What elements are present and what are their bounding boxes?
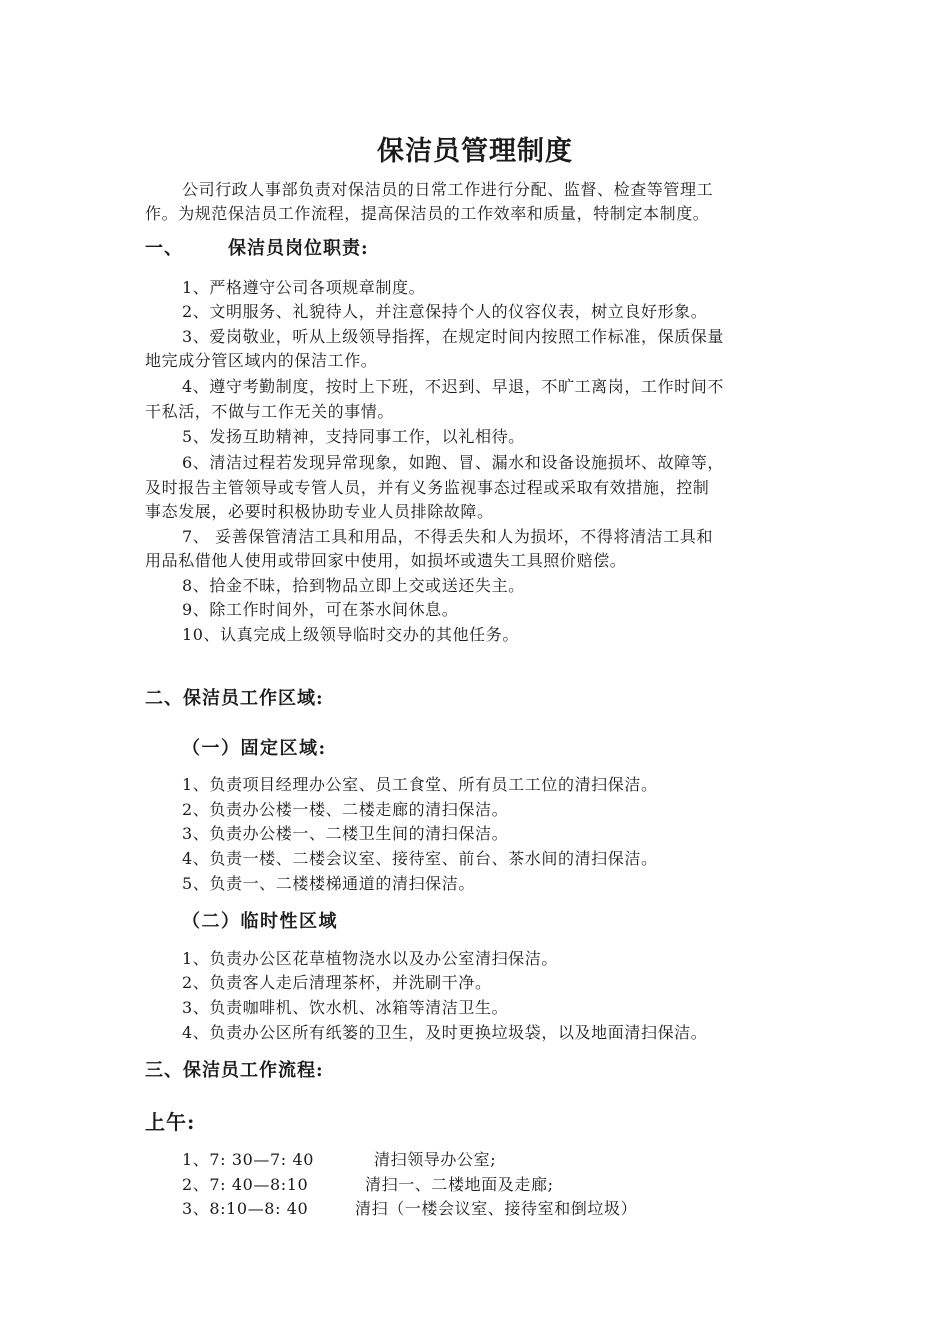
subsection-heading: （二）临时性区域	[182, 911, 338, 932]
list-item-continuation: 及时报告主管领导或专管人员，并有义务监视事态过程或采取有效措施，控制	[145, 478, 710, 497]
list-item: 2、负责办公楼一楼、二楼走廊的清扫保洁。	[182, 800, 509, 819]
section-number: 一、	[145, 238, 183, 259]
schedule-time: 2、7: 40—8:10	[182, 1175, 309, 1194]
document-title: 保洁员管理制度	[377, 136, 573, 167]
list-item: 1、负责办公区花草植物浇水以及办公室清扫保洁。	[182, 949, 558, 968]
list-item: 2、文明服务、礼貌待人，并注意保持个人的仪容仪表，树立良好形象。	[182, 302, 708, 321]
intro-line: 公司行政人事部负责对保洁员的日常工作进行分配、监督、检查等管理工	[182, 180, 714, 199]
list-item-continuation: 用品私借他人使用或带回家中使用，如损坏或遗失工具照价赔偿。	[145, 551, 627, 570]
schedule-time: 1、7: 30—7: 40	[182, 1150, 315, 1169]
schedule-period-heading: 上午:	[145, 1110, 196, 1134]
list-item: 8、拾金不昧，拾到物品立即上交或送还失主。	[182, 576, 525, 595]
schedule-task: 清扫领导办公室;	[374, 1150, 497, 1169]
list-item: 4、负责办公区所有纸篓的卫生，及时更换垃圾袋，以及地面清扫保洁。	[182, 1023, 708, 1042]
list-item: 6、清洁过程若发现异常现象，如跑、冒、漏水和设备设施损坏、故障等，	[182, 453, 724, 472]
list-item: 10、认真完成上级领导临时交办的其他任务。	[182, 625, 519, 644]
list-item-continuation: 地完成分管区域内的保洁工作。	[145, 351, 378, 370]
section-heading: 二、保洁员工作区域:	[145, 688, 324, 709]
schedule-task: 清扫一、二楼地面及走廊;	[365, 1175, 554, 1194]
list-item: 7、 妥善保管清洁工具和用品，不得丢失和人为损坏，不得将清洁工具和	[182, 527, 714, 546]
list-item: 5、发扬互助精神，支持同事工作，以礼相待。	[182, 427, 525, 446]
schedule-task: 清扫（一楼会议室、接待室和倒垃圾）	[355, 1199, 638, 1218]
list-item: 4、负责一楼、二楼会议室、接待室、前台、茶水间的清扫保洁。	[182, 849, 658, 868]
list-item: 4、遵守考勤制度，按时上下班，不迟到、早退，不旷工离岗，工作时间不	[182, 377, 724, 396]
list-item: 3、爱岗敬业，听从上级领导指挥，在规定时间内按照工作标准，保质保量	[182, 327, 724, 346]
list-item: 9、除工作时间外，可在茶水间休息。	[182, 600, 459, 619]
section-heading: 三、保洁员工作流程:	[145, 1060, 324, 1081]
list-item: 1、严格遵守公司各项规章制度。	[182, 278, 426, 297]
list-item: 3、负责办公楼一、二楼卫生间的清扫保洁。	[182, 824, 509, 843]
schedule-time: 3、8:10—8: 40	[182, 1199, 309, 1218]
section-heading: 保洁员岗位职责:	[228, 238, 369, 259]
subsection-heading: （一）固定区域:	[182, 738, 327, 759]
list-item: 3、负责咖啡机、饮水机、冰箱等清洁卫生。	[182, 998, 509, 1017]
intro-line: 作。为规范保洁员工作流程，提高保洁员的工作效率和质量，特制定本制度。	[145, 204, 710, 223]
list-item: 2、负责客人走后清理茶杯，并洗刷干净。	[182, 973, 492, 992]
list-item-continuation: 事态发展，必要时积极协助专业人员排除故障。	[145, 502, 494, 521]
list-item-continuation: 干私活，不做与工作无关的事情。	[145, 402, 395, 421]
list-item: 5、负责一、二楼楼梯通道的清扫保洁。	[182, 874, 475, 893]
list-item: 1、负责项目经理办公室、员工食堂、所有员工工位的清扫保洁。	[182, 775, 658, 794]
